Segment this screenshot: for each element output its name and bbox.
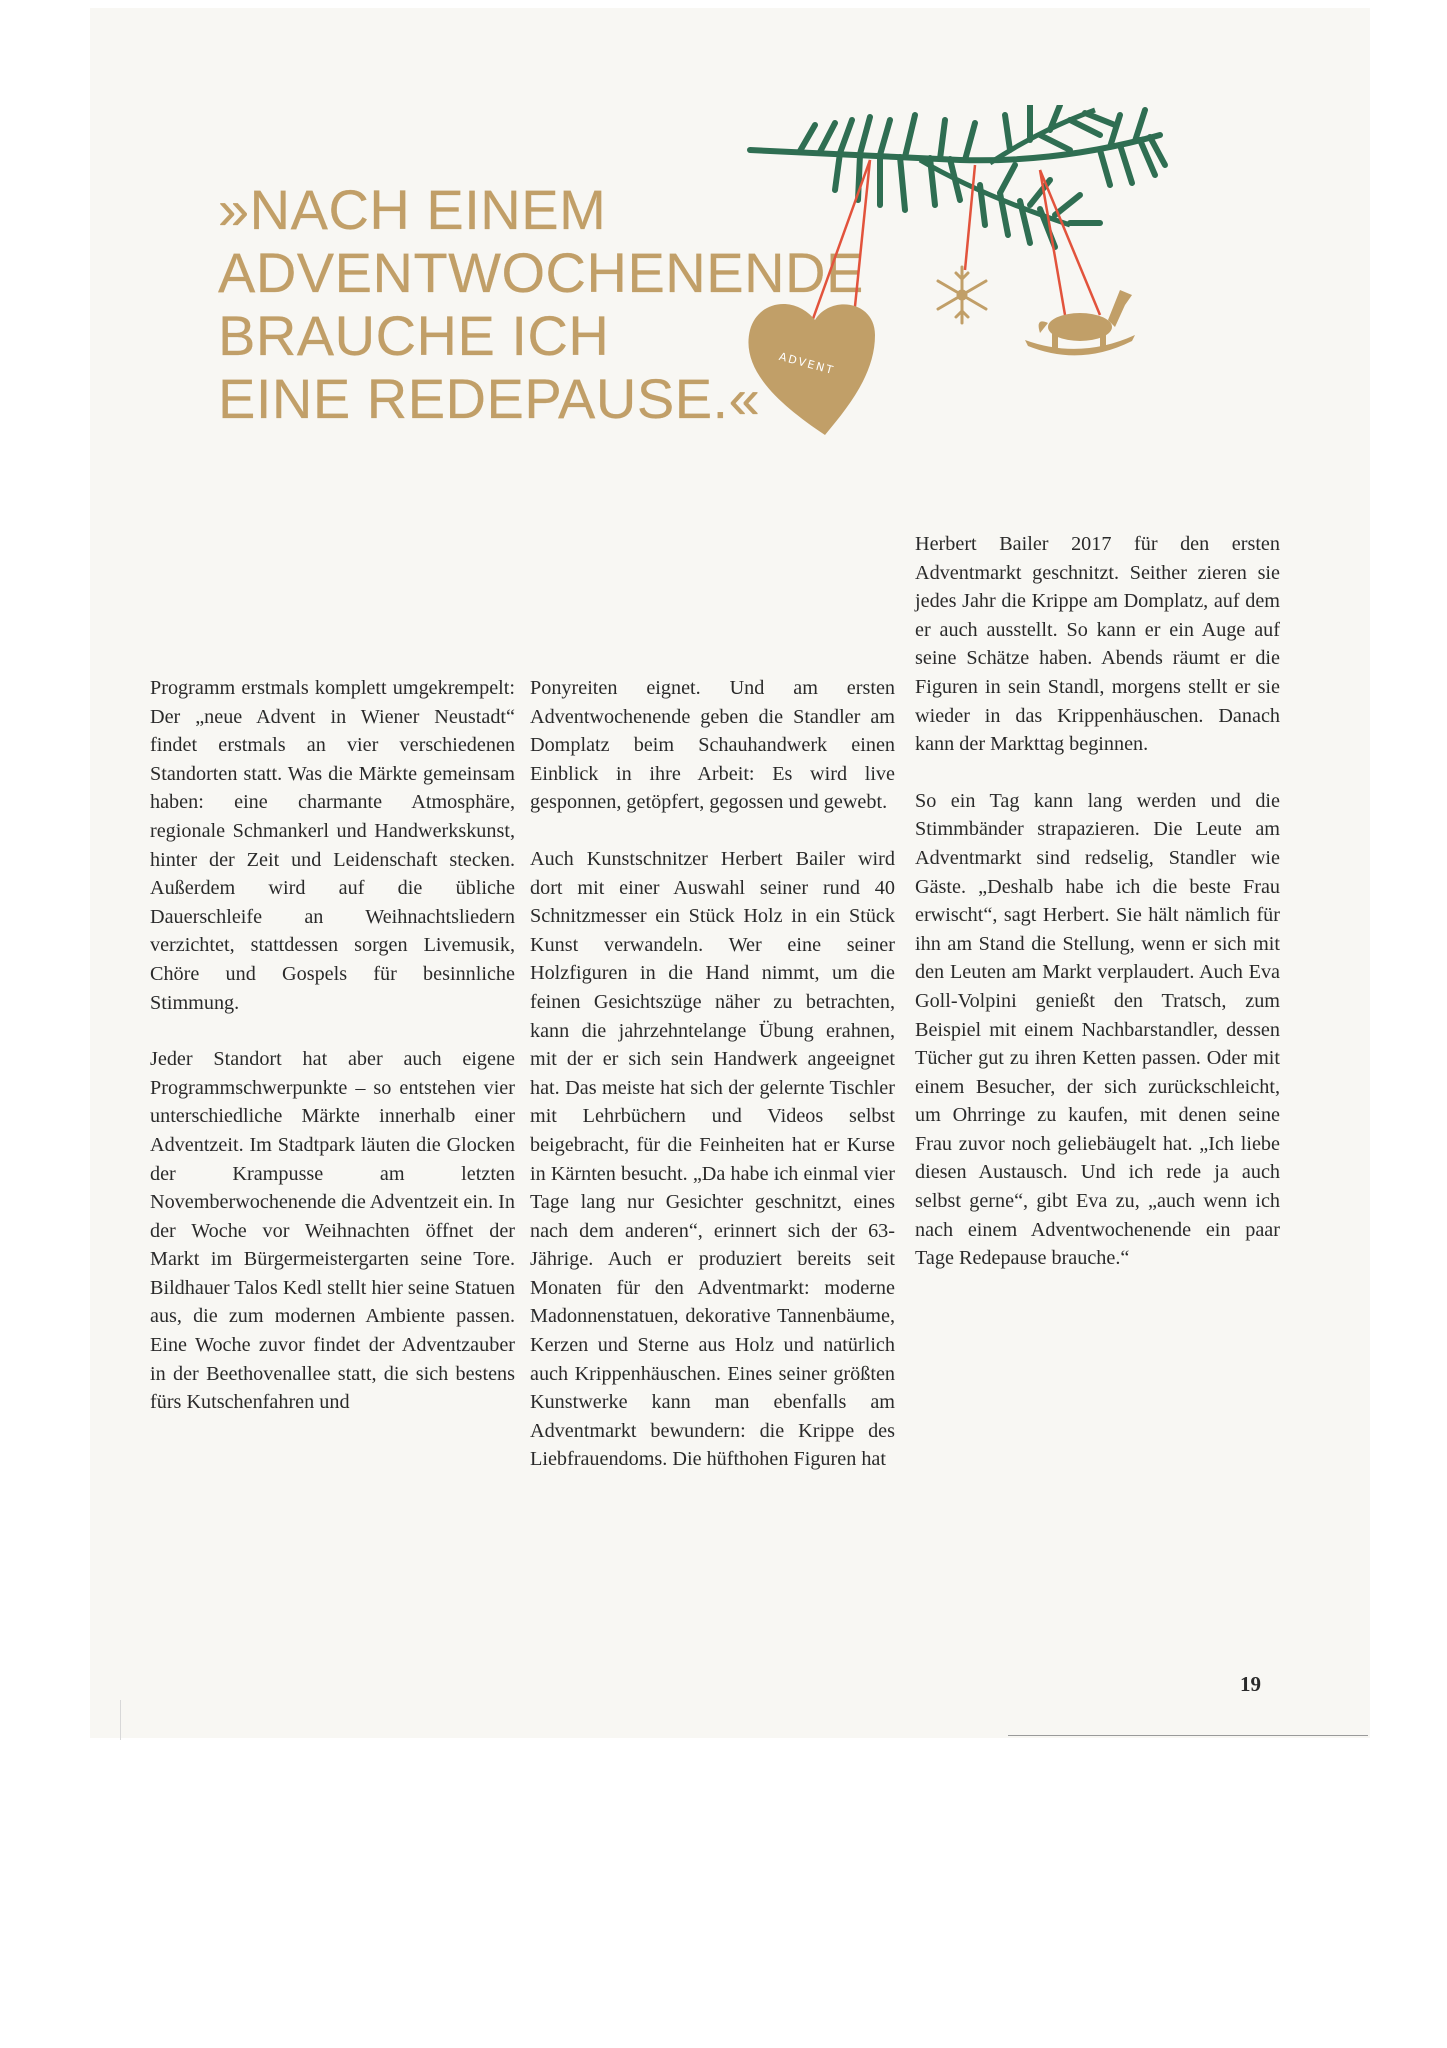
page-number: 19 (1240, 1672, 1261, 1696)
paragraph: Herbert Bailer 2017 für den ersten Adventmarkt geschnitzt. Seither zieren sie jedes Jahr die Krippe am Domplatz, auf dem er auch ausstellt. So kann er ein Auge auf seine Schätze haben. Abends räumt er die Figuren in sein Standl, morgens stellt er sie wieder in das Krippenhäuschen. Danach kann der Markttag beginnen. (915, 533, 1280, 756)
heart-ornament-label: ADVENT (777, 349, 837, 378)
paragraph: Programm erstmals komplett umgekrempelt: Der „neue Advent in Wiener Neustadt“ findet erstmals an vier verschiedenen Standorten statt. Was die Märkte gemeinsam haben: eine charmante Atmosphäre, regionale Schmankerl und Handwerkskunst, hinter der Zeit und Leidenschaft stecken. Außerdem wird auf die übliche Dauerschleife an Weihnachtsliedern verzichtet, stattdessen sorgen Livemusik, Chöre und Gospels für besinnliche Stimmung. (150, 677, 515, 1014)
article-column-2 (530, 674, 895, 1502)
paragraph: Ponyreiten eignet. Und am ersten Adventwochenende geben die Standler am Domplatz beim Schauhandwerk einen Einblick in ihre Arbeit: Es wird live gesponnen, getöpfert, gegossen und gewebt. (530, 677, 895, 814)
snowflake-ornament (938, 267, 986, 323)
article-column-1 (150, 674, 515, 1445)
paragraph: Jeder Standort hat aber auch eigene Programmschwerpunkte – so entstehen vier unterschiedliche Märkte innerhalb einer Adventzeit. Im Stadtpark läuten die Glocken der Krampusse am letzten Novemberwochenende die Adventzeit ein. In der Woche vor Weihnachten öffnet der Markt im Bürgermeistergarten seine Tore. Bildhauer Talos Kedl stellt hier seine Statuen aus, die zum modernen Ambiente passen. Eine Woche zuvor findet der Adventzauber in der Beethovenallee statt, die sich bestens fürs Kutschenfahren und (150, 1048, 515, 1414)
footer-divider (1008, 1735, 1368, 1736)
rocking-horse-ornament (1025, 290, 1135, 355)
article-column-3 (915, 530, 1280, 1301)
fir-needles (800, 105, 1165, 247)
pull-quote-headline: »NACH EINEM ADVENTWOCHENENDE BRAUCHE ICH EINE REDEPAUSE.« (218, 178, 864, 430)
paragraph: So ein Tag kann lang werden und die Stimmbänder strapazieren. Die Leute am Adventmarkt sind redselig, Standler wie Gäste. „Deshalb habe ich die beste Frau erwischt“, sagt Herbert. Sie hält nämlich für ihn am Stand die Stellung, wenn er sich mit den Leuten am Markt verplaudert. Auch Eva Goll-Volpini genießt den Tratsch, zum Beispiel mit einem Nachbarstandler, dessen Tücher gut zu ihren Ketten passen. Oder mit einem Besucher, der sich zurückschleicht, um Ohrringe zu kaufen, mit denen seine Frau zuvor noch geliebäugelt hat. „Ich liebe diesen Austausch. Und ich rede ja auch selbst gerne“, gibt Eva zu, „auch wenn ich nach einem Adventwochenende ein paar Tage Redepause brauche.“ (915, 789, 1280, 1270)
fir-branch-ornaments-illustration (740, 105, 1170, 435)
scan-edge-mark (120, 1700, 121, 1740)
paragraph: Auch Kunstschnitzer Herbert Bailer wird dort mit einer Auswahl seiner rund 40 Schnitzmesser ein Stück Holz in ein Stück Kunst verwandeln. Wer eine seiner Holzfiguren in die Hand nimmt, um die feinen Gesichtszüge näher zu betrachten, kann die jahrzehntelange Übung erahnen, mit der er sich sein Handwerk angeeignet hat. Das meiste hat sich der gelernte Tischler mit Lehrbüchern und Videos selbst beigebracht, für die Feinheiten hat er Kurse in Kärnten besucht. „Da habe ich einmal vier Tage lang nur Gesichter geschnitzt, eines nach dem anderen“, erinnert sich der 63-Jährige. Auch er produziert bereits seit Monaten für den Adventmarkt: moderne Madonnenstatuen, dekorative Tannenbäume, Kerzen und Sterne aus Holz und natürlich auch Krippenhäuschen. Eines seiner größten Kunstwerke kann man ebenfalls am Adventmarkt bewundern: die Krippe des Liebfrauendoms. Die hüfthohen Figuren hat (530, 847, 895, 1471)
